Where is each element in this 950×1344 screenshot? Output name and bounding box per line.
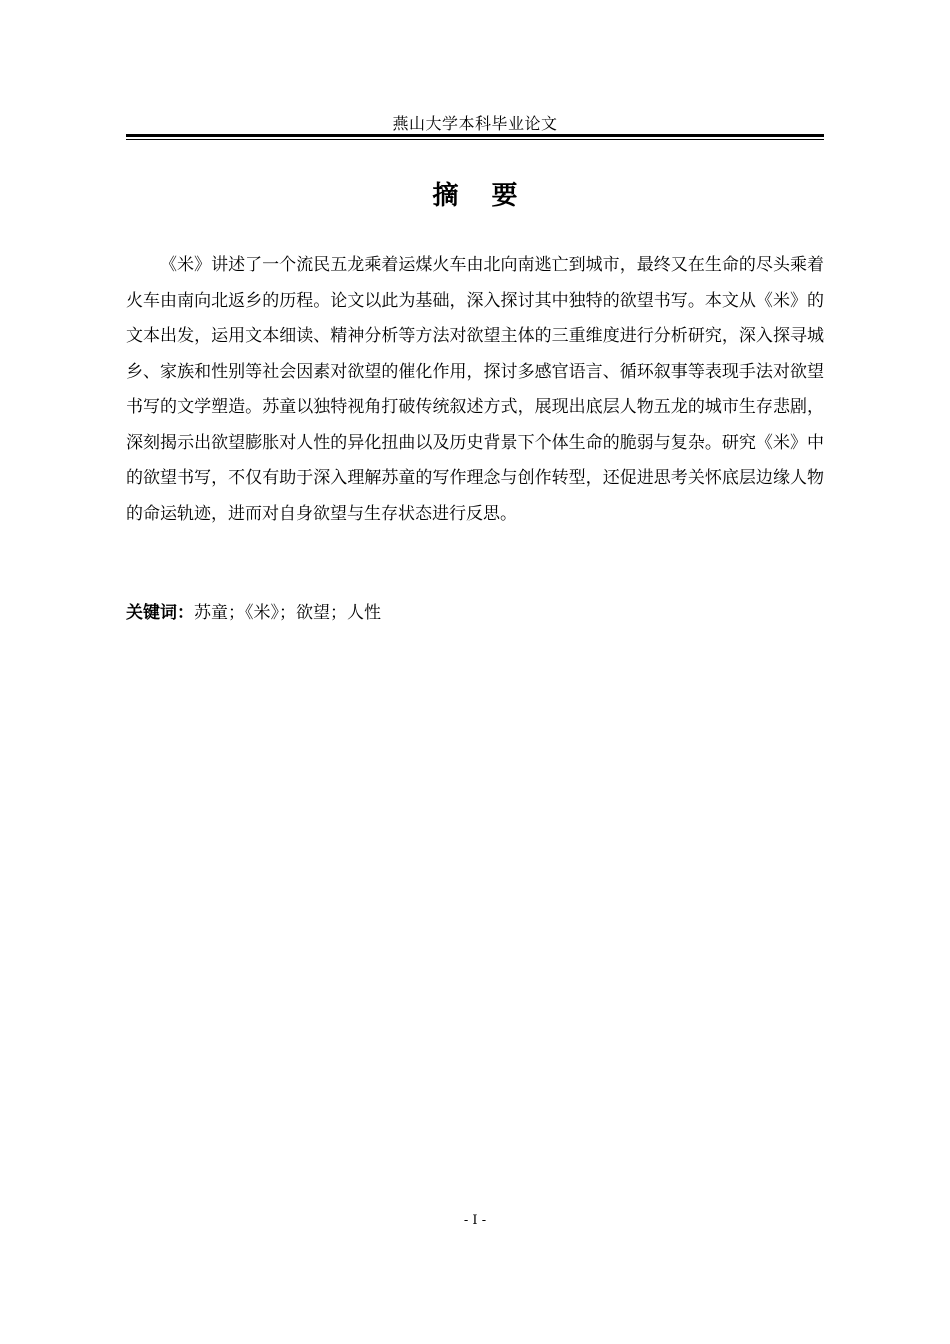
abstract-title: 摘 要 — [432, 181, 530, 211]
header-rule-thin — [126, 139, 824, 140]
page-number: - I - — [463, 1213, 487, 1228]
keywords-label: 关键词： — [126, 603, 194, 623]
page-header: 燕山大学本科毕业论文 — [392, 114, 558, 133]
keywords-value: 苏童；《米》；欲望；人性 — [194, 603, 381, 623]
keywords-line — [126, 598, 824, 628]
header-rule-thick — [126, 134, 824, 137]
abstract-body: 《米》讲述了一个流民五龙乘着运煤火车由北向南逃亡到城市，最终又在生命的尽头乘着火车由南向北返乡的历程。论文以此为基础，深入探讨其中独特的欲望书写。本文从《米》的文本出发，运用文本细读、精神分析等方法对欲望主体的三重维度进行分析研究，深入探寻城乡、家族和性别等社会因素对欲望的催化作用，探讨多感官语言、循环叙事等表现手法对欲望书写的文学塑造。苏童以独特视角打破传统叙述方式，展现出底层人物五龙的城市生存悲剧，深刻揭示出欲望膨胀对人性的异化扭曲以及历史背景下个体生命的脆弱与复杂。研究《米》中的欲望书写，不仅有助于深入理解苏童的写作理念与创作转型，还促进思考关怀底层边缘人物的命运轨迹，进而对自身欲望与生存状态进行反思。 — [126, 255, 824, 524]
